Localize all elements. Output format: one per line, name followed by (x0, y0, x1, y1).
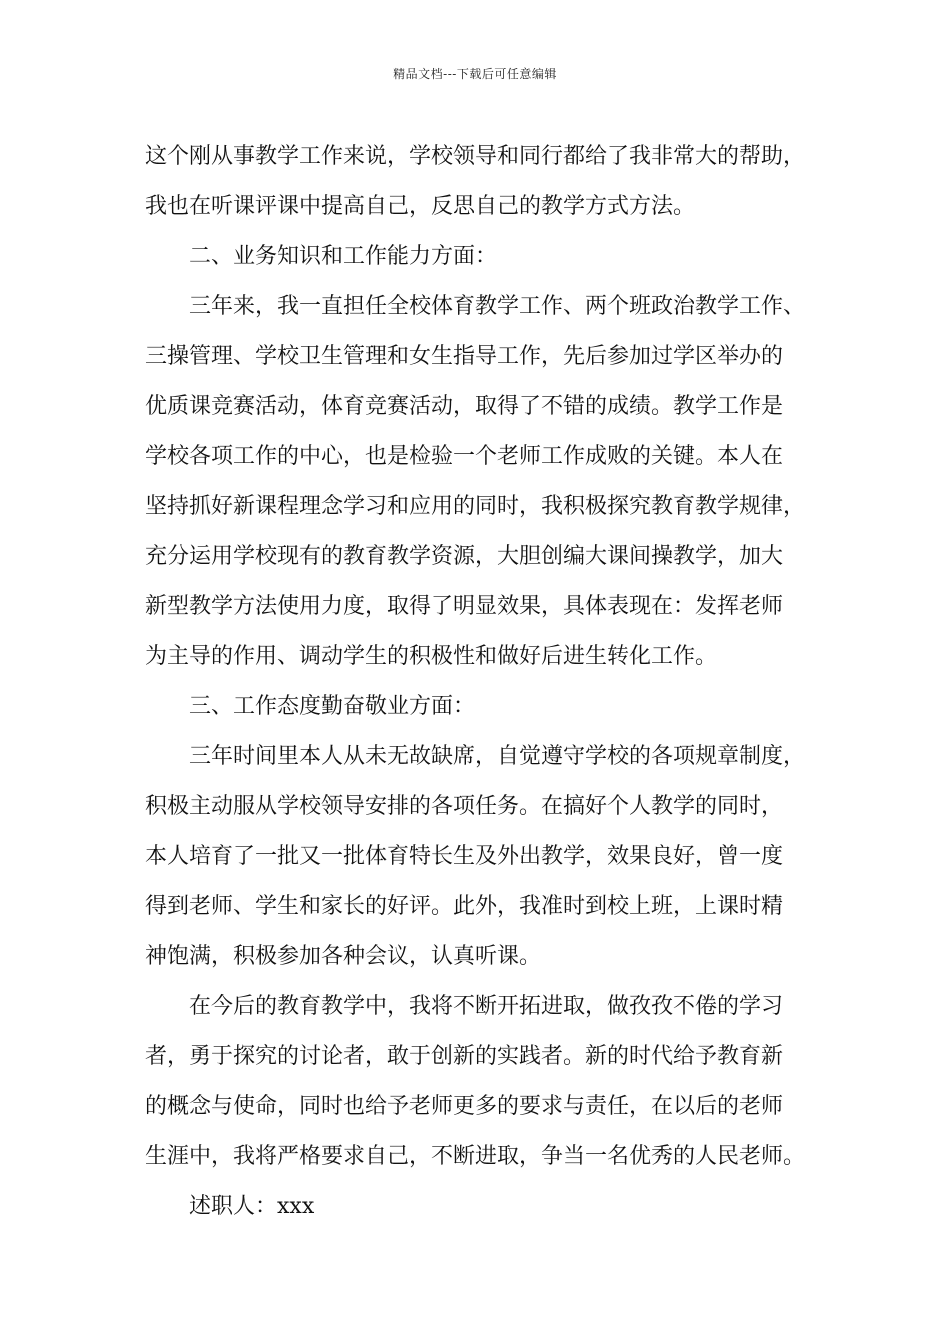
section-heading-business-knowledge: 二、业务知识和工作能力方面： (189, 244, 498, 269)
text-line: 积极主动服从学校领导安排的各项任务。在搞好个人教学的同时， (145, 794, 784, 819)
text-line: 三年来，我一直担任全校体育教学工作、两个班政治教学工作、 (189, 294, 806, 319)
text-line: 充分运用学校现有的教育教学资源，大胆创编大课间操教学，加大 (145, 544, 784, 569)
text-line: 得到老师、学生和家长的好评。此外，我准时到校上班，上课时精 (145, 894, 784, 919)
text-line: 在今后的教育教学中，我将不断开拓进取，做孜孜不倦的学习 (189, 994, 784, 1019)
text-line: 为主导的作用、调动学生的积极性和做好后进生转化工作。 (145, 644, 718, 669)
text-line: 坚持抓好新课程理念学习和应用的同时，我积极探究教育教学规律， (145, 494, 806, 519)
text-line: 这个刚从事教学工作来说，学校领导和同行都给了我非常大的帮助， (145, 144, 806, 169)
text-line: 生涯中，我将严格要求自己，不断进取，争当一名优秀的人民老师。 (145, 1144, 806, 1169)
document-body (145, 132, 845, 1232)
text-line: 本人培育了一批又一批体育特长生及外出教学，效果良好，曾一度 (145, 844, 784, 869)
section-heading-work-attitude: 三、工作态度勤奋敬业方面： (189, 694, 476, 719)
text-line: 我也在听课评课中提高自己，反思自己的教学方式方法。 (145, 194, 696, 219)
text-line: 的概念与使命，同时也给予老师更多的要求与责任，在以后的老师 (145, 1094, 784, 1119)
text-line: 新型教学方法使用力度，取得了明显效果，具体表现在：发挥老师 (145, 594, 784, 619)
page-header: 精品文档---下载后可任意编辑 (393, 67, 557, 81)
text-line: 三年时间里本人从未无故缺席，自觉遵守学校的各项规章制度， (189, 744, 806, 769)
text-line: 优质课竞赛活动，体育竞赛活动，取得了不错的成绩。教学工作是 (145, 394, 784, 419)
text-line: 者，勇于探究的讨论者，敢于创新的实践者。新的时代给予教育新 (145, 1044, 784, 1069)
signature-line: 述职人：xxx (189, 1194, 315, 1219)
text-line: 神饱满，积极参加各种会议，认真听课。 (145, 944, 542, 969)
text-line: 三操管理、学校卫生管理和女生指导工作，先后参加过学区举办的 (145, 344, 784, 369)
text-line: 学校各项工作的中心，也是检验一个老师工作成败的关键。本人在 (145, 444, 784, 469)
